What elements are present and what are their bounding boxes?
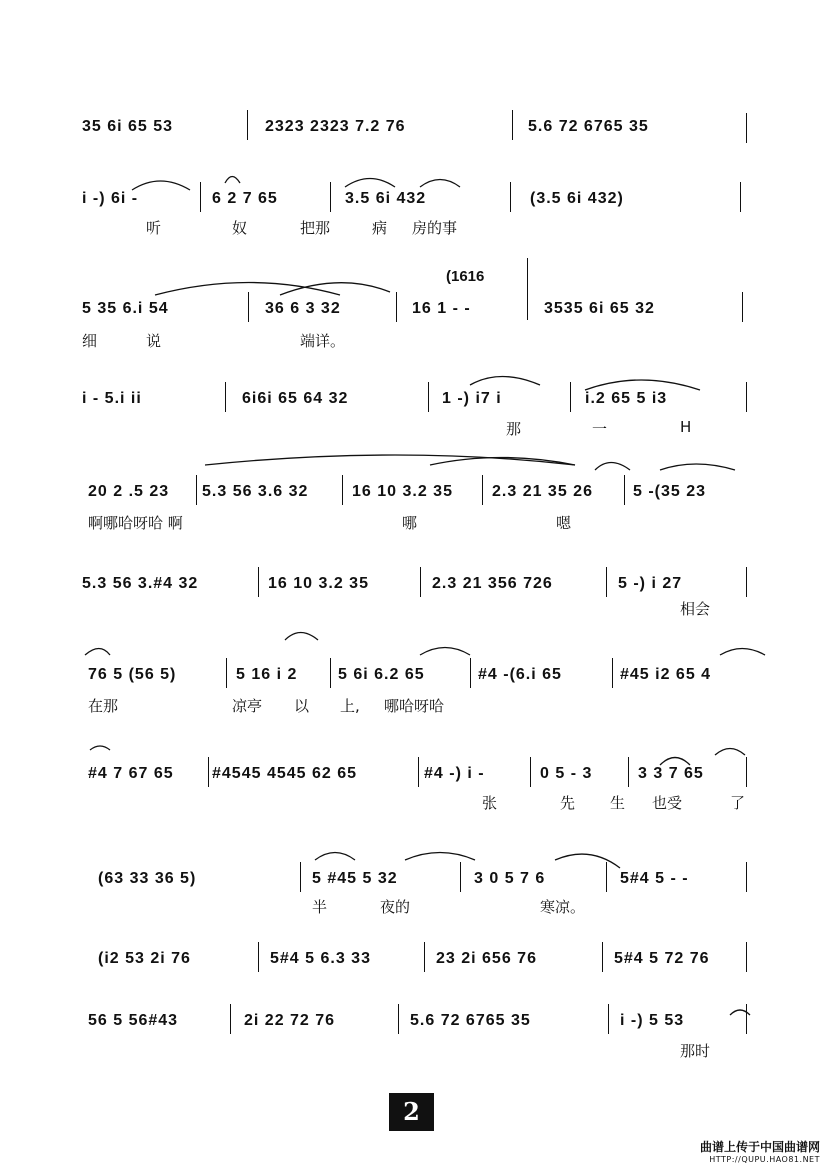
lyric: 也受 bbox=[652, 794, 683, 812]
measure: 2.3 21 356 726 bbox=[432, 575, 553, 592]
lyric: 那 bbox=[506, 420, 522, 438]
lyric: 半 bbox=[312, 898, 328, 916]
barline bbox=[428, 382, 429, 412]
measure: 76 5 (56 5) bbox=[88, 666, 177, 683]
lyric: H bbox=[680, 418, 692, 436]
barline bbox=[746, 942, 747, 972]
measure: 16 10 3.2 35 bbox=[352, 483, 453, 500]
measure: 16 10 3.2 35 bbox=[268, 575, 369, 592]
measure: 5.3 56 3.#4 32 bbox=[82, 575, 199, 592]
measure: 5 -(35 23 bbox=[633, 483, 707, 500]
lyric: 嗯 bbox=[556, 514, 572, 532]
barline bbox=[530, 757, 531, 787]
measure: i.2 65 5 i3 bbox=[585, 390, 668, 407]
measure: (i2 53 2i 76 bbox=[98, 950, 191, 967]
measure: 5#4 5 - - bbox=[620, 870, 689, 887]
measure: 35 6i 65 53 bbox=[82, 118, 174, 135]
lyric: 说 bbox=[146, 332, 162, 350]
barline bbox=[342, 475, 343, 505]
lyric: 哪哈呀哈 bbox=[384, 697, 445, 715]
measure: 2323 2323 7.2 76 bbox=[265, 118, 406, 135]
barline bbox=[608, 1004, 609, 1034]
barline bbox=[424, 942, 425, 972]
barline bbox=[512, 110, 513, 140]
lyric: 上, bbox=[340, 697, 360, 715]
barline bbox=[746, 113, 747, 143]
measure: 1 -) i7 i bbox=[442, 390, 502, 407]
lyric: 啊哪哈呀哈 啊 bbox=[88, 514, 183, 532]
watermark bbox=[700, 1138, 820, 1164]
barline bbox=[418, 757, 419, 787]
measure: #4 7 67 65 bbox=[88, 765, 174, 782]
barline bbox=[740, 182, 741, 212]
measure: 5 6i 6.2 65 bbox=[338, 666, 425, 683]
barline bbox=[470, 658, 471, 688]
barline bbox=[247, 110, 248, 140]
barline bbox=[624, 475, 625, 505]
barline bbox=[746, 382, 747, 412]
measure: 2.3 21 35 26 bbox=[492, 483, 593, 500]
lyric: 把那 bbox=[300, 219, 331, 237]
barline bbox=[527, 258, 528, 320]
measure: 3535 6i 65 32 bbox=[544, 300, 655, 317]
measure: 5.3 56 3.6 32 bbox=[202, 483, 309, 500]
measure: #4 -) i - bbox=[424, 765, 485, 782]
lyric: 夜的 bbox=[380, 898, 411, 916]
measure: 2i 22 72 76 bbox=[244, 1012, 336, 1029]
measure: #4 -(6.i 65 bbox=[478, 666, 562, 683]
barline bbox=[258, 942, 259, 972]
barline bbox=[398, 1004, 399, 1034]
lyric: 哪 bbox=[402, 514, 418, 532]
lyric: 病 bbox=[372, 219, 388, 237]
barline bbox=[510, 182, 511, 212]
barline bbox=[612, 658, 613, 688]
measure: i -) 6i - bbox=[82, 190, 139, 207]
barline bbox=[628, 757, 629, 787]
barline bbox=[746, 567, 747, 597]
barline bbox=[196, 475, 197, 505]
lyric: 寒凉。 bbox=[540, 898, 586, 916]
barline bbox=[420, 567, 421, 597]
barline bbox=[746, 757, 747, 787]
barline bbox=[482, 475, 483, 505]
measure: 3.5 6i 432 bbox=[345, 190, 427, 207]
measure: 5#4 5 6.3 33 bbox=[270, 950, 371, 967]
measure: 6 2 7 65 bbox=[212, 190, 278, 207]
measure: 5 16 i 2 bbox=[236, 666, 298, 683]
lyric: 了 bbox=[730, 794, 746, 812]
lyric: 那时 bbox=[680, 1042, 711, 1060]
barline bbox=[742, 292, 743, 322]
barline bbox=[460, 862, 461, 892]
barline bbox=[746, 1004, 747, 1034]
measure: #45 i2 65 4 bbox=[620, 666, 712, 683]
measure: 36 6 3 32 bbox=[265, 300, 341, 317]
measure: i -) 5 53 bbox=[620, 1012, 685, 1029]
barline bbox=[746, 862, 747, 892]
measure: 5 #45 5 32 bbox=[312, 870, 398, 887]
measure: #4545 4545 62 65 bbox=[212, 765, 358, 782]
measure: 3 0 5 7 6 bbox=[474, 870, 546, 887]
watermark-line-1: 曲谱上传于中国曲谱网 bbox=[699, 1140, 820, 1154]
barline bbox=[570, 382, 571, 412]
measure-upper: (1616 bbox=[446, 268, 485, 285]
measure: 23 2i 656 76 bbox=[436, 950, 537, 967]
lyric: 奴 bbox=[232, 219, 248, 237]
measure: 0 5 - 3 bbox=[540, 765, 593, 782]
lyric: 生 bbox=[610, 794, 626, 812]
measure: 5.6 72 6765 35 bbox=[410, 1012, 531, 1029]
barline bbox=[606, 567, 607, 597]
page-number: 2 bbox=[389, 1093, 434, 1131]
lyric: 先 bbox=[560, 794, 576, 812]
barline bbox=[230, 1004, 231, 1034]
measure: i - 5.i ii bbox=[82, 390, 142, 407]
measure: 56 5 56#43 bbox=[88, 1012, 179, 1029]
lyric: 端详。 bbox=[300, 332, 346, 350]
barline bbox=[225, 382, 226, 412]
barline bbox=[300, 862, 301, 892]
barline bbox=[258, 567, 259, 597]
barline bbox=[200, 182, 201, 212]
lyric: 相会 bbox=[680, 600, 711, 618]
measure: 3 3 7 65 bbox=[638, 765, 704, 782]
measure: 16 1 - - bbox=[412, 300, 471, 317]
lyric: 张 bbox=[482, 794, 498, 812]
measure: 5 -) i 27 bbox=[618, 575, 683, 592]
measure: 5.6 72 6765 35 bbox=[528, 118, 649, 135]
measure: (63 33 36 5) bbox=[98, 870, 197, 887]
lyric: 听 bbox=[146, 219, 162, 237]
lyric: 凉亭 bbox=[232, 697, 263, 715]
barline bbox=[226, 658, 227, 688]
measure: 5#4 5 72 76 bbox=[614, 950, 710, 967]
measure: (3.5 6i 432) bbox=[530, 190, 624, 207]
measure: 6i6i 65 64 32 bbox=[242, 390, 349, 407]
measure: 20 2 .5 23 bbox=[88, 483, 170, 500]
barline bbox=[606, 862, 607, 892]
measure: 5 35 6.i 54 bbox=[82, 300, 169, 317]
lyric: 一 bbox=[592, 420, 608, 438]
barline bbox=[330, 658, 331, 688]
lyric: 以 bbox=[294, 697, 310, 715]
barline bbox=[248, 292, 249, 322]
barline bbox=[602, 942, 603, 972]
lyric: 在那 bbox=[88, 697, 119, 715]
barline bbox=[208, 757, 209, 787]
lyric: 房的事 bbox=[412, 219, 458, 237]
watermark-line-2: HTTP://QUPU.HAO81.NET bbox=[709, 1155, 820, 1164]
barline bbox=[330, 182, 331, 212]
lyric: 细 bbox=[82, 332, 98, 350]
barline bbox=[396, 292, 397, 322]
